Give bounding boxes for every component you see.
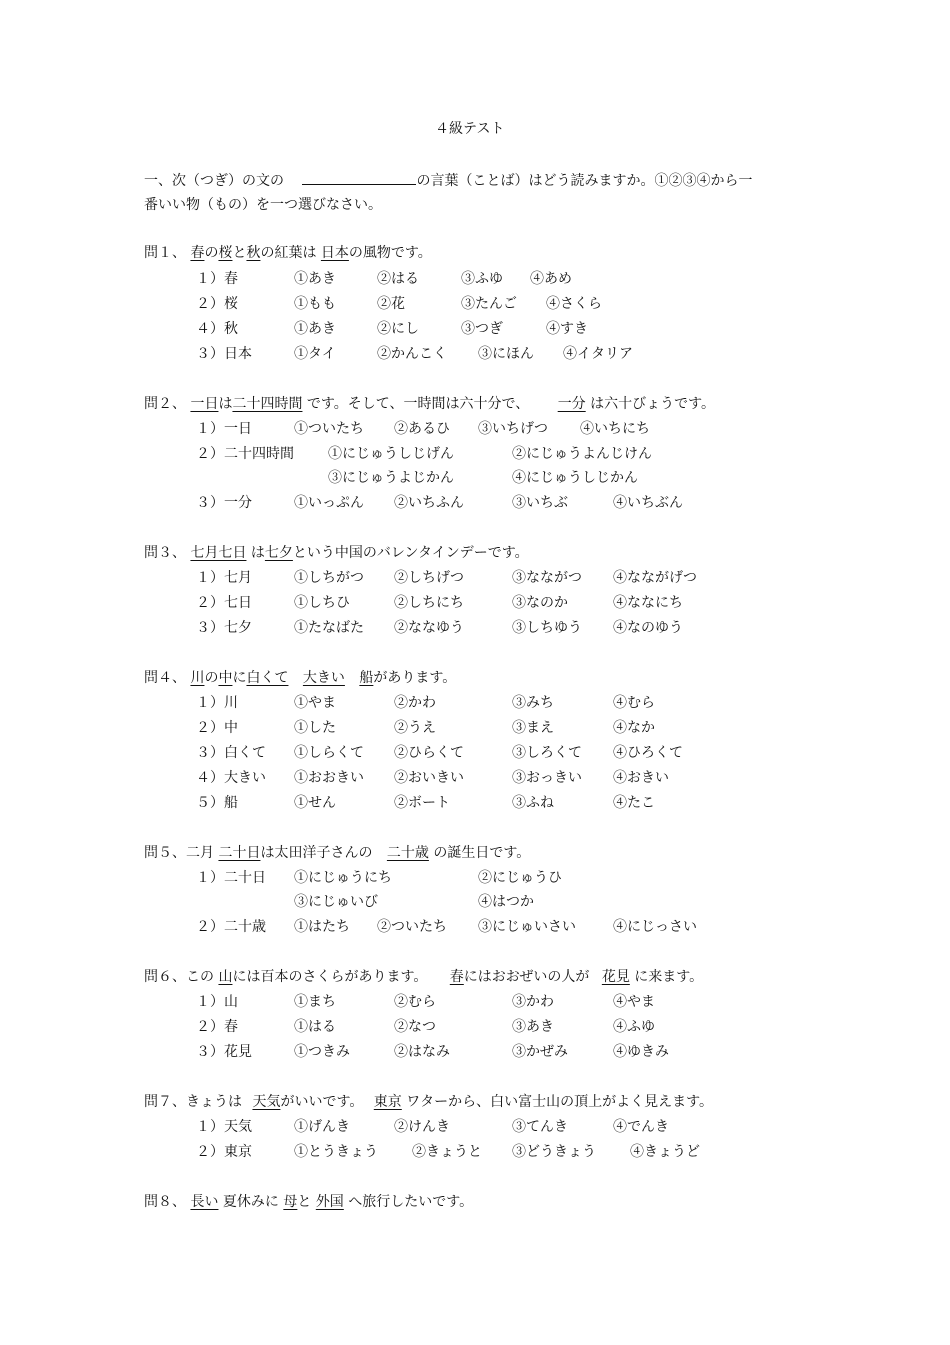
- question-3-sentence: 問３、 七月七日 は七夕という中国のバレンタインデーです。: [144, 545, 529, 561]
- option-word: １）二十日: [196, 870, 266, 886]
- option-choice: ③しちゆう: [512, 620, 582, 636]
- underlined-word: 春: [190, 245, 205, 261]
- option-choice: ①もも: [294, 296, 336, 312]
- option-choice: ③いちげつ: [478, 421, 548, 437]
- option-choice: ④たこ: [613, 795, 655, 811]
- option-choice: ③てんき: [512, 1119, 568, 1135]
- underlined-word: 外国: [315, 1194, 344, 1210]
- question-label: 問４、: [144, 670, 186, 686]
- option-choice: ②おいきい: [394, 770, 464, 786]
- option-choice: ①あき: [294, 321, 336, 337]
- option-word: ２）東京: [196, 1144, 252, 1160]
- option-choice: ①あき: [294, 271, 336, 287]
- question-label: 問６、: [144, 969, 186, 985]
- option-choice: ①しちひ: [294, 595, 350, 611]
- option-word: ２）中: [196, 720, 238, 736]
- question-6-sentence: 問６、この 山には百本のさくらがあります。 春にはおおぜいの人が 花見 に来ます。: [144, 969, 704, 985]
- underlined-word: 桜: [218, 245, 233, 261]
- option-choice: ①しちがつ: [294, 570, 364, 586]
- option-choice: ①せん: [294, 795, 336, 811]
- option-choice: ④あめ: [530, 271, 572, 287]
- option-choice: ④いちぶん: [613, 495, 683, 511]
- question-7-sentence: 問７、きょうは 天気がいいです。 東京 ワターから、白い富士山の頂上がよく見えます。: [144, 1094, 713, 1110]
- option-word: ３）花見: [196, 1044, 252, 1060]
- option-choice: ④にじっさい: [613, 919, 697, 935]
- option-choice: ①いっぷん: [294, 495, 364, 511]
- option-choice: ④おきい: [613, 770, 669, 786]
- option-choice: ④きょうど: [630, 1144, 700, 1160]
- option-choice: ②にじゅうひ: [478, 870, 562, 886]
- instructions-line-2: 番いい物（もの）を一つ選びなさい。: [144, 197, 382, 213]
- option-choice: ③どうきょう: [512, 1144, 596, 1160]
- option-choice: ③まえ: [512, 720, 554, 736]
- option-choice: ④ふゆ: [613, 1019, 655, 1035]
- option-word: １）天気: [196, 1119, 252, 1135]
- underlined-word: 二十歳: [386, 845, 429, 861]
- question-2-sentence: 問２、 一日は二十四時間 です。そして、一時間は六十分で、 一分 は六十びょうです。: [144, 396, 716, 412]
- option-choice: ①ついたち: [294, 421, 364, 437]
- option-choice: ②かわ: [394, 695, 436, 711]
- option-choice: ③ふゆ: [461, 271, 503, 287]
- option-choice: ②ななゆう: [394, 620, 464, 636]
- instructions-text: の言葉（ことば）はどう読みますか。①②③④から一: [416, 173, 753, 189]
- option-choice: ④やま: [613, 994, 655, 1010]
- question-5-sentence: 問５、二月 二十日は太田洋子さんの 二十歳 の誕生日です。: [144, 845, 531, 861]
- underlined-word: 東京: [373, 1094, 402, 1110]
- option-choice: ④ゆきみ: [613, 1044, 669, 1060]
- option-word: ３）七夕: [196, 620, 252, 636]
- instructions-text: 一、次（つぎ）の文の: [144, 173, 284, 189]
- option-choice: ②はなみ: [394, 1044, 450, 1060]
- underlined-word: 一分: [557, 396, 586, 412]
- option-choice: ③いちぶ: [512, 495, 568, 511]
- option-choice: ②むら: [394, 994, 436, 1010]
- underlined-word: 白くて: [246, 670, 289, 686]
- page-title: ４級テスト: [435, 121, 505, 137]
- option-choice: ③あき: [512, 1019, 554, 1035]
- question-label: 問８、: [144, 1194, 186, 1210]
- option-choice: ②ついたち: [377, 919, 447, 935]
- option-choice: ④なか: [613, 720, 655, 736]
- option-word: ２）七日: [196, 595, 252, 611]
- question-label: 問２、: [144, 396, 186, 412]
- option-choice: ①はたち: [294, 919, 350, 935]
- option-choice: ③にじゅいさい: [478, 919, 576, 935]
- option-choice: ③つぎ: [461, 321, 503, 337]
- option-choice: ②しちにち: [394, 595, 464, 611]
- option-word: ２）二十歳: [196, 919, 266, 935]
- underlined-word: 二十日: [218, 845, 261, 861]
- option-choice: ②いちふん: [394, 495, 464, 511]
- option-choice: ①とうきょう: [294, 1144, 378, 1160]
- underlined-word: 母: [283, 1194, 298, 1210]
- option-choice: ③かわ: [512, 994, 554, 1010]
- option-choice: ④いちにち: [580, 421, 650, 437]
- question-label: 問３、: [144, 545, 186, 561]
- option-word: １）一日: [196, 421, 252, 437]
- option-choice: ④でんき: [613, 1119, 669, 1135]
- option-choice: ②けんき: [394, 1119, 450, 1135]
- option-choice: ②はる: [377, 271, 419, 287]
- option-word: ３）白くて: [196, 745, 266, 761]
- underlined-word: 二十四時間: [232, 396, 303, 412]
- option-word: １）山: [196, 994, 238, 1010]
- instructions-line-1: [144, 170, 752, 190]
- option-word: １）春: [196, 271, 238, 287]
- option-choice: ②花: [377, 296, 405, 312]
- option-choice: ①やま: [294, 695, 336, 711]
- option-choice: ②うえ: [394, 720, 436, 736]
- option-word: ４）大きい: [196, 770, 266, 786]
- underlined-word: 天気: [252, 1094, 281, 1110]
- option-choice: ②きょうと: [412, 1144, 482, 1160]
- option-choice: ④ひろくて: [613, 745, 683, 761]
- underlined-word: 山: [218, 969, 233, 985]
- option-choice: ①まち: [294, 994, 336, 1010]
- option-choice: ④なながげつ: [613, 570, 697, 586]
- underlined-word: 長い: [190, 1194, 219, 1210]
- option-choice: ③おっきい: [512, 770, 582, 786]
- underlined-word: 花見: [601, 969, 630, 985]
- underlined-word: 七夕: [264, 545, 293, 561]
- option-choice: ④はつか: [478, 894, 534, 910]
- option-choice: ③にほん: [478, 346, 534, 362]
- option-choice: ④さくら: [546, 296, 602, 312]
- underlined-word: 一日: [190, 396, 219, 412]
- underline-blank: [302, 170, 416, 185]
- option-word: ３）一分: [196, 495, 252, 511]
- question-1-sentence: 問１、 春の桜と秋の紅葉は 日本の風物です。: [144, 245, 432, 261]
- option-word: ２）春: [196, 1019, 238, 1035]
- option-word: １）七月: [196, 570, 252, 586]
- option-choice: ②しちげつ: [394, 570, 464, 586]
- option-word: ４）秋: [196, 321, 238, 337]
- option-choice: ②ひらくて: [394, 745, 464, 761]
- option-choice: ①しらくて: [294, 745, 364, 761]
- option-choice: ②にし: [377, 321, 419, 337]
- underlined-word: 船: [359, 670, 374, 686]
- underlined-word: 川: [190, 670, 205, 686]
- option-choice: ①した: [294, 720, 336, 736]
- option-choice: ④にじゅうしじかん: [512, 470, 638, 486]
- option-choice: ②かんこく: [377, 346, 447, 362]
- underlined-word: 大きい: [302, 670, 345, 686]
- option-word: ２）桜: [196, 296, 238, 312]
- option-choice: ①にじゅうしじげん: [328, 446, 454, 462]
- question-label: 問５、: [144, 845, 186, 861]
- option-choice: ①おおきい: [294, 770, 364, 786]
- option-word: １）川: [196, 695, 238, 711]
- option-choice: ④むら: [613, 695, 655, 711]
- option-choice: ③ふね: [512, 795, 554, 811]
- option-choice: ③にじゅいび: [294, 894, 378, 910]
- option-choice: ③みち: [512, 695, 554, 711]
- option-choice: ③しろくて: [512, 745, 582, 761]
- option-choice: ①つきみ: [294, 1044, 350, 1060]
- option-word: ２）二十四時間: [196, 446, 294, 462]
- option-choice: ③にじゅうよじかん: [328, 470, 454, 486]
- option-choice: ①にじゅうにち: [294, 870, 392, 886]
- option-choice: ③なのか: [512, 595, 568, 611]
- option-choice: ②にじゅうよんじけん: [512, 446, 652, 462]
- option-choice: ③たんご: [461, 296, 517, 312]
- option-choice: ③かぜみ: [512, 1044, 568, 1060]
- question-8-sentence: 問８、 長い 夏休みに 母と 外国 へ旅行したいです。: [144, 1194, 474, 1210]
- option-word: ３）日本: [196, 346, 252, 362]
- option-choice: ④ななにち: [613, 595, 683, 611]
- question-4-sentence: 問４、 川の中に白くて 大きい 船があります。: [144, 670, 457, 686]
- underlined-word: 七月七日: [190, 545, 247, 561]
- question-label: 問１、: [144, 245, 186, 261]
- underlined-word: 日本: [320, 245, 349, 261]
- question-label: 問７、: [144, 1094, 186, 1110]
- option-word: ５）船: [196, 795, 238, 811]
- option-choice: ②なつ: [394, 1019, 436, 1035]
- option-choice: ①たなばた: [294, 620, 364, 636]
- option-choice: ①げんき: [294, 1119, 350, 1135]
- option-choice: ②ボート: [394, 795, 450, 811]
- option-choice: ④すき: [546, 321, 588, 337]
- option-choice: ①はる: [294, 1019, 336, 1035]
- option-choice: ③なながつ: [512, 570, 582, 586]
- option-choice: ①タイ: [294, 346, 336, 362]
- underlined-word: 秋: [246, 245, 261, 261]
- underlined-word: 中: [218, 670, 233, 686]
- option-choice: ④イタリア: [563, 346, 633, 362]
- underlined-word: 春: [449, 969, 464, 985]
- option-choice: ④なのゆう: [613, 620, 683, 636]
- option-choice: ②あるひ: [394, 421, 450, 437]
